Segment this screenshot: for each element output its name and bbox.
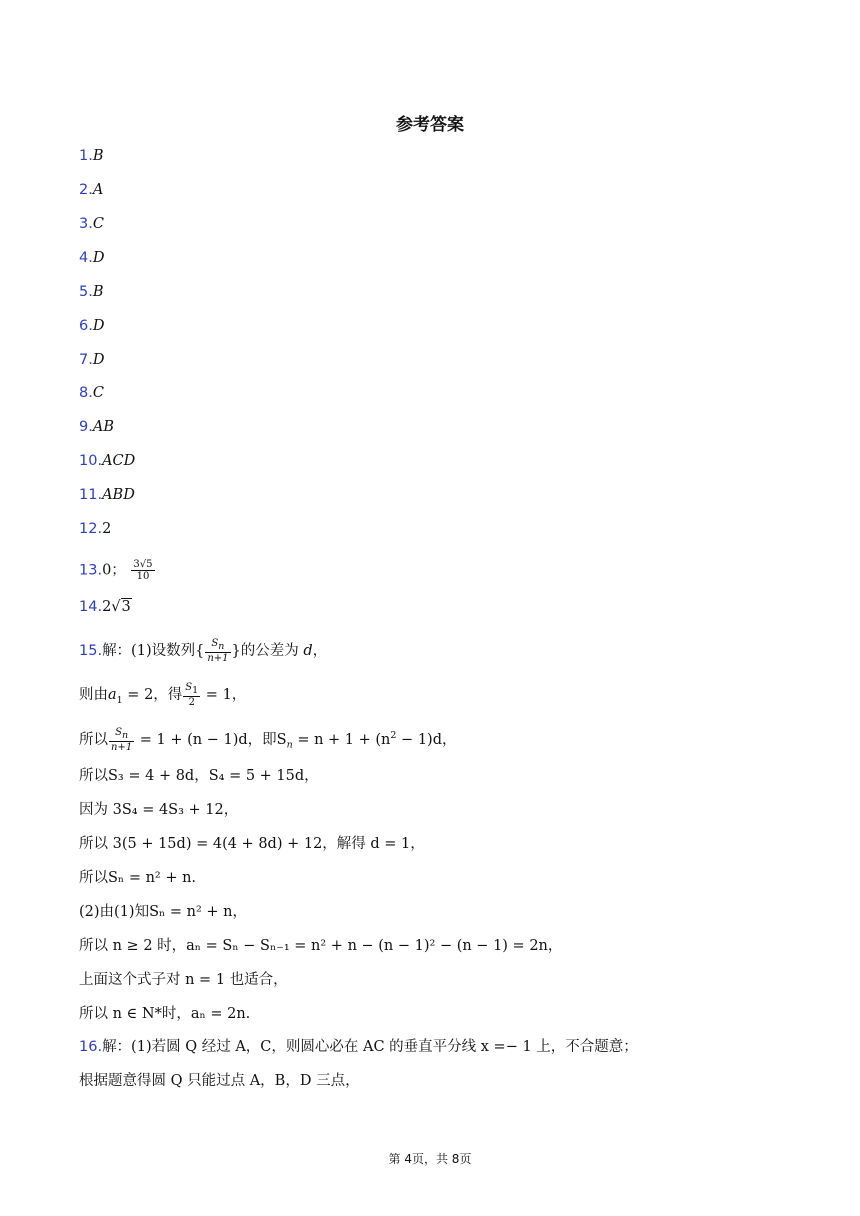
answer-11: 11.ABD <box>79 487 135 503</box>
q15-line-9: 所以 n ≥ 2 时，aₙ = Sₙ − Sₙ₋₁ = n² + n − (n − 1)² − (n − 1) = 2n， <box>79 938 563 954</box>
q15-line-4: 所以S₃ = 4 + 8d，S₄ = 5 + 15d， <box>79 768 319 784</box>
page-title: 参考答案 <box>396 115 464 135</box>
answer-4: 4.D <box>79 250 105 266</box>
answer-12: 12.2 <box>79 521 112 537</box>
q15-line-1: 15.解：(1)设数列{ $\frac{S_n}{n+1}$ }的公差为 d， <box>79 638 328 664</box>
q15-line-2: 则由$a_1 = 2$，得 $\frac{S_1}{2}$ = 1， <box>79 682 247 708</box>
answer-6: 6.D <box>79 318 105 334</box>
answer-14: 14.2√3 <box>79 599 131 615</box>
answer-10: 10.ACD <box>79 453 136 469</box>
answer-7: 7.D <box>79 352 105 368</box>
fraction: $\frac{S_n}{n+1}$ <box>207 638 229 664</box>
q15-line-7: 所以Sₙ = n² + n. <box>79 870 197 886</box>
q15-line-5: 因为 3S₄ = 4S₃ + 12， <box>79 802 239 818</box>
answer-5: 5.B <box>79 284 104 300</box>
answer-13: 13.0； $\frac{3√5}{10}$ <box>79 559 153 582</box>
answer-2: 2.A <box>79 182 104 198</box>
answer-3: 3.C <box>79 216 104 232</box>
q15-line-6: 所以 3(5 + 15d) = 4(4 + 8d) + 12，解得 d = 1， <box>79 836 425 852</box>
answer-8: 8.C <box>79 385 104 401</box>
q15-line-3: 所以 $\frac{S_n}{n+1}$ = 1 + (n − 1)d，即$S_n = n + 1 + (n^2 - 1)d$， <box>79 726 457 753</box>
q16-line-1: 16.解：(1)若圆 Q 经过 A，C，则圆心必在 AC 的垂直平分线 x =− 1 上，不合题意； <box>79 1039 638 1055</box>
page-footer: 第 4页，共 8页 <box>388 1152 472 1166</box>
q15-line-11: 所以 n ∈ N*时，aₙ = 2n. <box>79 1006 251 1022</box>
answer-1: 1.B <box>79 148 104 164</box>
fraction: $\frac{S_1}{2}$ <box>185 682 199 708</box>
q16-line-2: 根据题意得圆 Q 只能过点 A，B，D 三点， <box>79 1073 360 1089</box>
answer-9: 9.AB <box>79 419 114 435</box>
sqrt-sign: √ <box>111 599 121 615</box>
fraction: $\frac{S_n}{n+1}$ <box>111 726 133 753</box>
q15-line-10: 上面这个式子对 n = 1 也适合， <box>79 972 288 988</box>
q15-line-8: (2)由(1)知Sₙ = n² + n， <box>79 904 248 920</box>
fraction: $\frac{3√5}{10}$ <box>133 559 153 582</box>
